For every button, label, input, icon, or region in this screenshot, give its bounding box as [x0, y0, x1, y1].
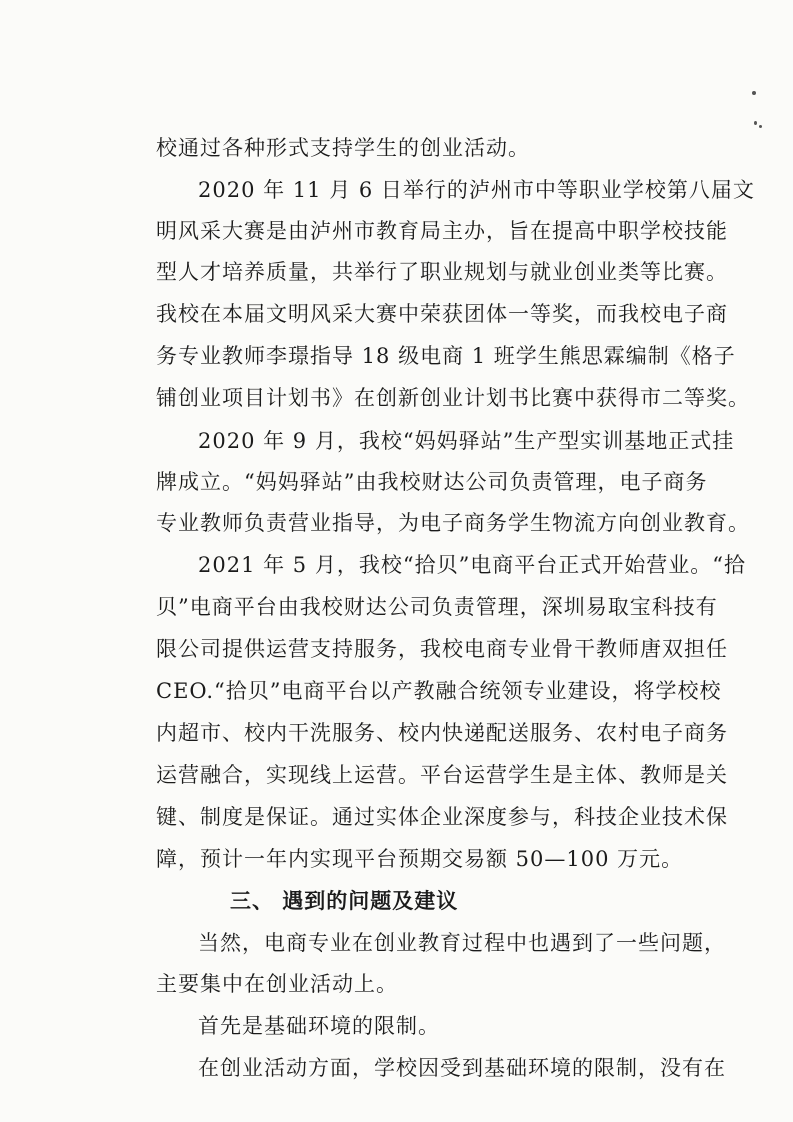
- scan-speck: [752, 91, 756, 95]
- text-line: CEO.“拾贝”电商平台以产教融合统领专业建设，将学校校: [156, 679, 722, 703]
- text-line: 型人才培养质量，共举行了职业规划与就业创业类等比赛。: [156, 260, 728, 284]
- section-heading: 三、 遇到的问题及建议: [230, 889, 459, 913]
- text-line: 主要集中在创业活动上。: [156, 972, 398, 996]
- scan-speck: [759, 125, 762, 128]
- text-line: 当然，电商专业在创业教育过程中也遇到了一些问题，: [198, 931, 726, 955]
- text-line: 专业教师负责营业指导，为电子商务学生物流方向创业教育。: [156, 511, 750, 535]
- scan-speck: [754, 121, 757, 125]
- text-line: 2020 年 11 月 6 日举行的泸州市中等职业学校第八届文: [198, 178, 755, 202]
- text-line: 铺创业项目计划书》在创新创业计划书比赛中获得市二等奖。: [156, 386, 750, 410]
- text-line: 运营融合，实现线上运营。平台运营学生是主体、教师是关: [156, 763, 728, 787]
- text-line: 内超市、校内干洗服务、校内快递配送服务、农村电子商务: [156, 721, 728, 745]
- text-line: 首先是基础环境的限制。: [198, 1014, 440, 1038]
- text-line: 2020 年 9 月，我校“妈妈驿站”生产型实训基地正式挂: [198, 429, 735, 453]
- text-line: 2021 年 5 月，我校“拾贝”电商平台正式开始营业。“拾: [198, 553, 747, 577]
- text-line: 在创业活动方面，学校因受到基础环境的限制，没有在: [198, 1056, 726, 1080]
- text-line: 限公司提供运营支持服务，我校电商专业骨干教师唐双担任: [156, 637, 728, 661]
- text-line: 键、制度是保证。通过实体企业深度参与，科技企业技术保: [156, 805, 728, 829]
- text-line: 务专业教师李璟指导 18 级电商 1 班学生熊思霖编制《格子: [156, 344, 736, 368]
- text-line: 我校在本届文明风采大赛中荣获团体一等奖，而我校电子商: [156, 302, 728, 326]
- text-line: 校通过各种形式支持学生的创业活动。: [156, 136, 530, 160]
- text-line: 明风采大赛是由泸州市教育局主办，旨在提高中职学校技能: [156, 219, 728, 243]
- text-line: 贝”电商平台由我校财达公司负责管理，深圳易取宝科技有: [156, 595, 718, 619]
- text-line: 牌成立。“妈妈驿站”由我校财达公司负责管理，电子商务: [156, 470, 708, 494]
- text-line: 障，预计一年内实现平台预期交易额 50—100 万元。: [156, 847, 684, 871]
